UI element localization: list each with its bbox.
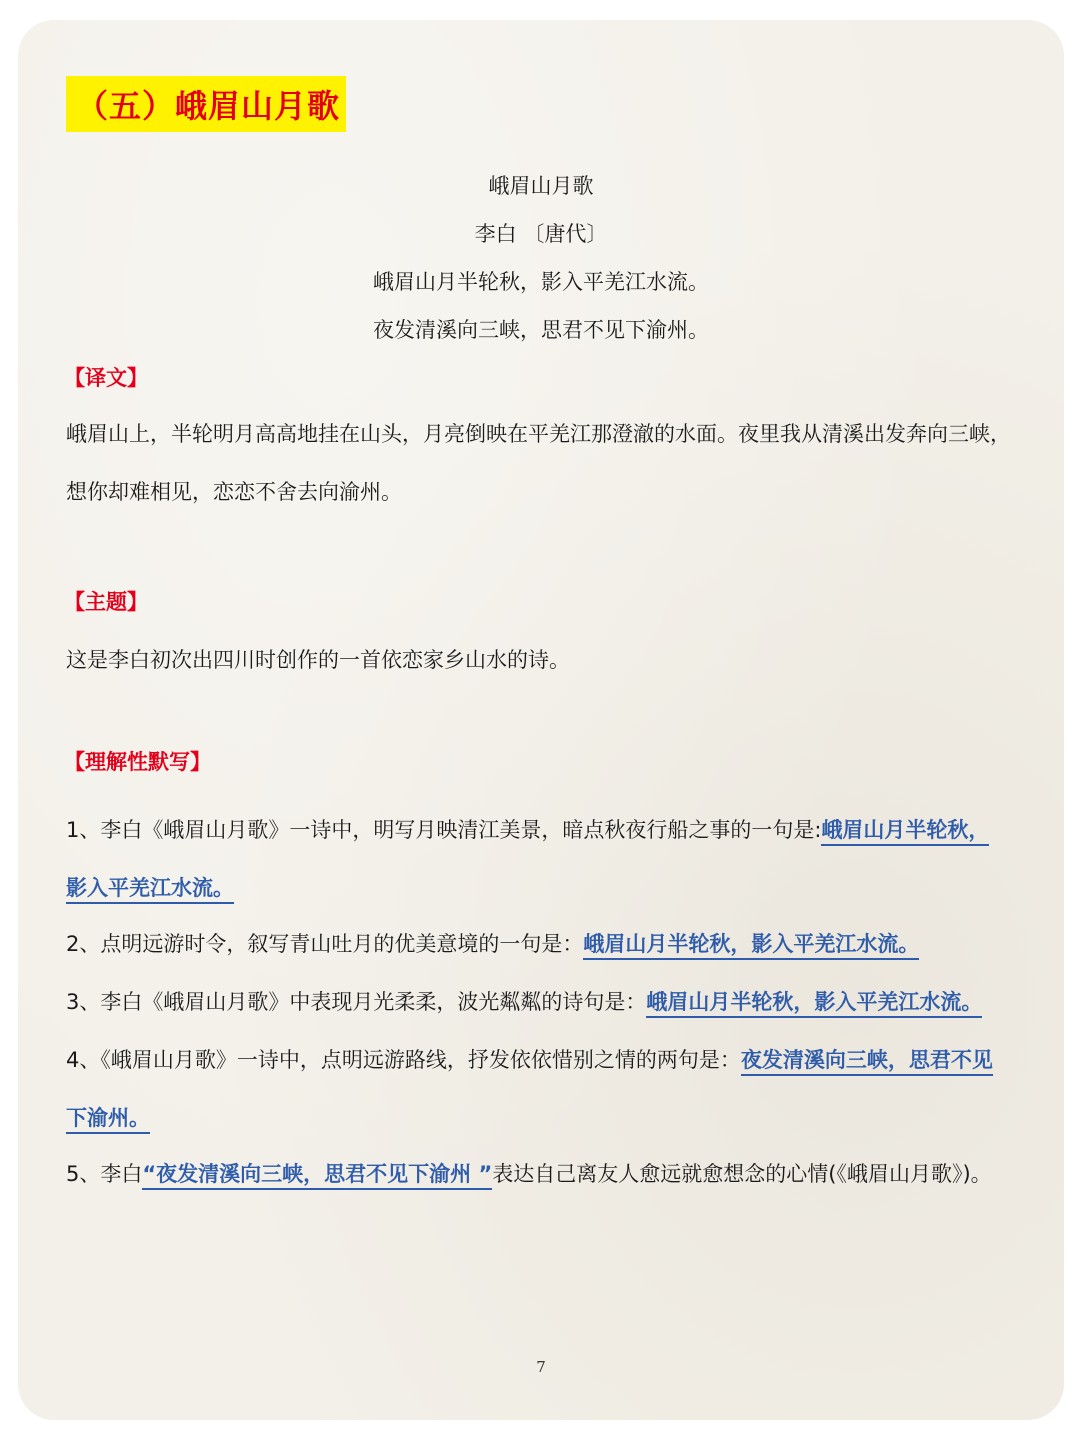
question-4-answer-part-1: 夜发清溪向三峡，思君不见 [741,1048,993,1076]
theme-text: 这是李白初次出四川时创作的一首依恋家乡山水的诗。 [66,648,570,672]
translation-heading: 【译文】 [64,366,148,390]
page-number: 7 [536,1358,546,1376]
question-1-answer-part-2: 影入平羌江水流。 [66,876,234,904]
question-5-suffix: 表达自己离友人愈远就愈想念的心情(《峨眉山月歌》)。 [492,1162,992,1186]
poem-line-2: 夜发清溪向三峡，思君不见下渝州。 [373,318,709,342]
poem-title: 峨眉山月歌 [488,174,594,198]
poem-line-1: 峨眉山月半轮秋，影入平羌江水流。 [373,270,709,294]
question-5-prefix: 5、李白 [66,1162,143,1186]
translation-line-2: 想你却难相见，恋恋不舍去向渝州。 [66,480,402,504]
question-2-answer: 峨眉山月半轮秋，影入平羌江水流。 [583,932,919,960]
dictation-heading: 【理解性默写】 [64,750,211,774]
question-1-text: 1、李白《峨眉山月歌》一诗中，明写月映清江美景，暗点秋夜行船之事的一句是: [66,818,822,842]
question-4 [66,1044,1026,1074]
section-title: （五）峨眉山月歌 [76,87,341,125]
question-2-text: 2、点明远游时令，叙写青山吐月的优美意境的一句是： [66,932,584,956]
question-1-answer-part-1: 峨眉山月半轮秋， [821,818,989,846]
question-4-continued [66,1102,1026,1132]
question-3 [66,986,1026,1016]
section-title-highlight [66,76,346,132]
question-3-answer: 峨眉山月半轮秋，影入平羌江水流。 [646,990,982,1018]
question-5 [66,1158,1026,1188]
question-1 [66,814,1026,844]
question-5-answer: “夜发清溪向三峡，思君不见下渝州 ” [142,1162,492,1190]
question-1-continued [66,872,1026,902]
question-4-text: 4、《峨眉山月歌》一诗中，点明远游路线，抒发依依惜别之情的两句是： [66,1048,741,1072]
question-3-text: 3、李白《峨眉山月歌》中表现月光柔柔，波光粼粼的诗句是： [66,990,647,1014]
document-page [18,20,1064,1420]
question-4-answer-part-2: 下渝州。 [66,1106,150,1134]
theme-heading: 【主题】 [64,590,148,614]
translation-line-1: 峨眉山上，半轮明月高高地挂在山头，月亮倒映在平羌江那澄澈的水面。夜里我从清溪出发奔向三峡， [66,422,1011,446]
question-2 [66,928,1026,958]
poem-author: 李白 〔唐代〕 [474,222,608,246]
